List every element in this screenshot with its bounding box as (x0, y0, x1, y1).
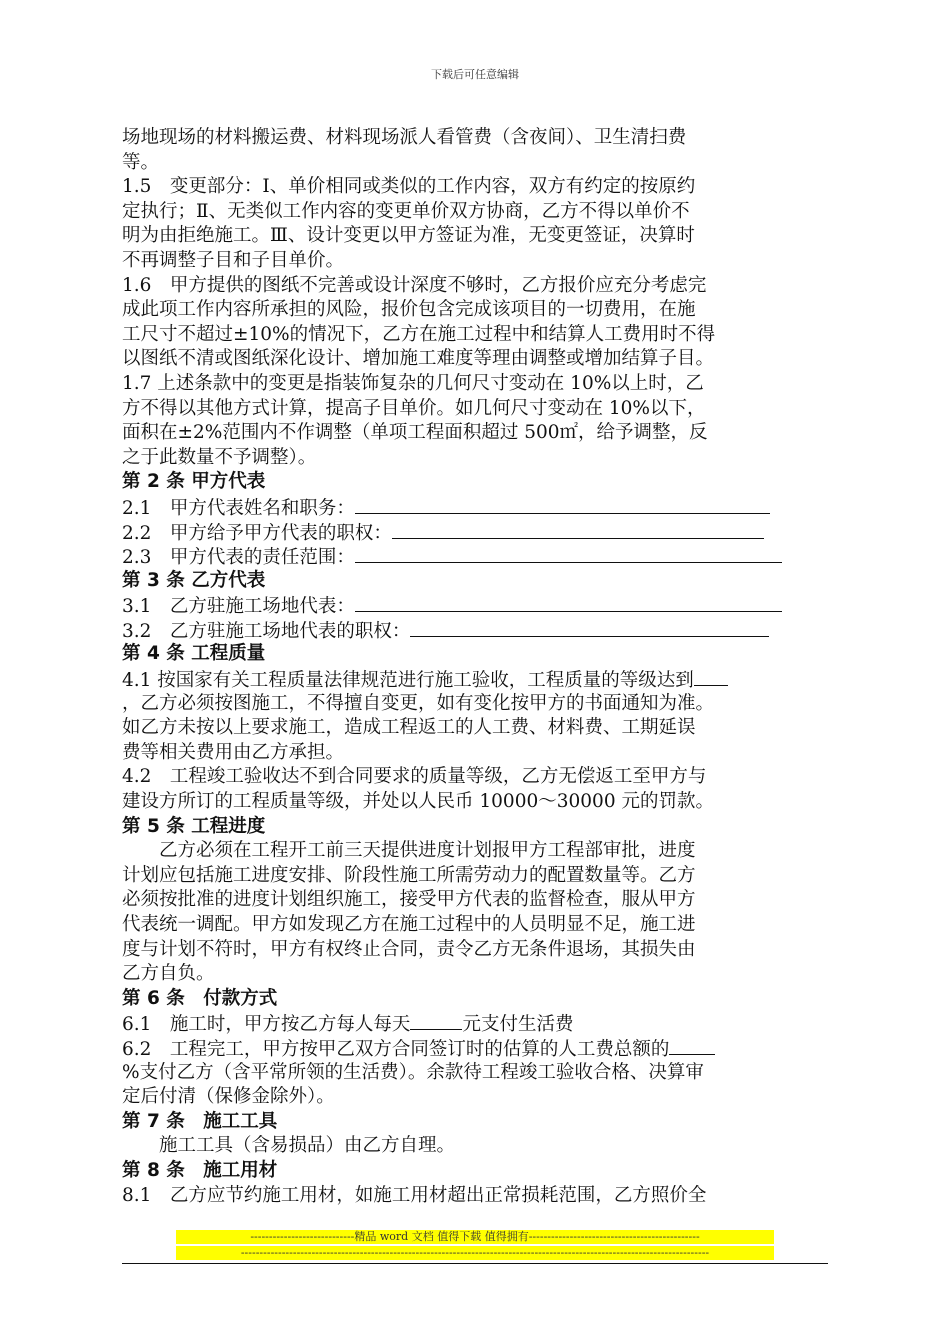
fill-in-blank (410, 618, 769, 637)
text-line (122, 790, 832, 815)
line-text: 等。 (122, 151, 160, 173)
section-heading (122, 815, 832, 840)
text-line (122, 888, 832, 913)
line-text: 3.1 乙方驻施工场地代表： (122, 596, 355, 618)
fill-in-blank (669, 1036, 715, 1055)
line-text: 4.1 按国家有关工程质量法律规范进行施工验收，工程质量的等级达到 (122, 670, 694, 692)
text-line (122, 692, 832, 717)
line-text: 3.2 乙方驻施工场地代表的职权： (122, 620, 411, 642)
text-line (122, 938, 832, 963)
text-line (122, 839, 832, 864)
text-line (122, 249, 832, 274)
line-text: 2.1 甲方代表姓名和职务： (122, 497, 355, 519)
fill-in-blank (355, 544, 782, 563)
text-line (122, 224, 832, 249)
line-text: 成此项工作内容所承担的风险，报价包含完成该项目的一切费用，在施 (122, 299, 696, 321)
footer-banner: ----------------------------精品 word 文档 值得下载 值得拥有---------------------------------------------- (176, 1230, 774, 1244)
line-text: 1.5 变更部分：Ⅰ、单价相同或类似的工作内容，双方有约定的按原约 (122, 176, 696, 198)
line-text: 定后付清（保修金除外）。 (122, 1086, 335, 1108)
line-text: 代表统一调配。甲方如发现乙方在施工过程中的人员明显不足，施工进 (122, 914, 696, 935)
section-heading (122, 642, 832, 667)
text-line (122, 913, 832, 938)
text-line (122, 274, 832, 299)
line-text: 2.2 甲方给予甲方代表的职权： (122, 522, 392, 544)
line-text: 工尺寸不超过±10%的情况下，乙方在施工过程中和结算人工费用时不得 (122, 323, 716, 345)
fill-in-blank (392, 520, 764, 539)
line-text: 计划应包括施工进度安排、阶段性施工所需劳动力的配置数量等。乙方 (122, 864, 696, 886)
section-heading (122, 470, 832, 495)
footer-rule (122, 1263, 828, 1264)
text-line (122, 372, 832, 397)
text-line (122, 397, 832, 422)
text-line (122, 1085, 832, 1110)
text-line (122, 126, 832, 151)
section-heading (122, 1110, 832, 1135)
line-text: 场地现场的材料搬运费、材料现场派人看管费（含夜间）、卫生清扫费 (122, 127, 687, 148)
footer-dashes: ------------------------------------------------------------------------------------------------------------------------------ (176, 1246, 774, 1260)
text-line (122, 495, 832, 520)
line-text: 如乙方未按以上要求施工，造成工程返工的人工费、材料费、工期延误 (122, 717, 696, 739)
fill-in-blank (694, 667, 728, 686)
text-line (122, 347, 832, 372)
line-text: 明为由拒绝施工。Ⅲ、设计变更以甲方签证为准，无变更签证，决算时 (122, 225, 695, 247)
text-line (122, 544, 832, 569)
section-heading (122, 987, 832, 1012)
text-line (122, 618, 832, 643)
line-text: 必须按批准的进度计划组织施工，接受甲方代表的监督检查，服从甲方 (122, 889, 696, 911)
line-text: 第 5 条 工程进度 (122, 815, 266, 837)
line-text: ，乙方必须按图施工，不得擅自变更，如有变化按甲方的书面通知为准。 (122, 692, 715, 714)
line-text: 6.1 施工时，甲方按乙方每人每天 (122, 1014, 411, 1036)
line-text: 方不得以其他方式计算，提高子目单价。如几何尺寸变动在 10%以下， (122, 397, 706, 419)
line-text: 第 8 条 施工用材 (122, 1159, 278, 1181)
line-text: 第 3 条 乙方代表 (122, 569, 266, 591)
fill-in-blank (355, 593, 782, 612)
text-line (122, 1061, 832, 1086)
text-line (122, 1184, 832, 1209)
text-line (122, 593, 832, 618)
line-text: 6.2 工程完工，甲方按甲乙双方合同签订时的估算的人工费总额的 (122, 1038, 670, 1060)
text-line (122, 716, 832, 741)
line-text: 之于此数量不予调整）。 (122, 446, 317, 468)
line-text: 第 2 条 甲方代表 (122, 471, 266, 493)
page-header: 下载后可任意编辑 (431, 68, 519, 81)
text-line (122, 741, 832, 766)
text-line (122, 421, 832, 446)
line-text: 建设方所订的工程质量等级，并处以人民币 10000～30000 元的罚款。 (122, 791, 714, 813)
text-line (122, 1011, 832, 1036)
line-text: 施工工具（含易损品）由乙方自理。 (159, 1135, 456, 1157)
text-line (122, 962, 832, 987)
line-text: 乙方自负。 (122, 963, 215, 985)
line-text: 第 6 条 付款方式 (122, 987, 278, 1009)
line-text: 费等相关费用由乙方承担。 (122, 741, 345, 763)
text-line (122, 200, 832, 225)
line-text: 4.2 工程竣工验收达不到合同要求的质量等级，乙方无偿返工至甲方与 (122, 766, 707, 788)
fill-in-blank (355, 495, 770, 514)
line-text: 乙方必须在工程开工前三天提供进度计划报甲方工程部审批，进度 (159, 840, 696, 862)
text-line (122, 1134, 832, 1159)
line-text: 8.1 乙方应节约施工用材，如施工用材超出正常损耗范围，乙方照价全 (122, 1184, 707, 1206)
fill-in-blank (410, 1011, 462, 1030)
text-line (122, 765, 832, 790)
section-heading (122, 1159, 832, 1184)
line-text: 以图纸不清或图纸深化设计、增加施工难度等理由调整或增加结算子目。 (122, 348, 715, 370)
line-text: 度与计划不符时，甲方有权终止合同，责令乙方无条件退场，其损失由 (122, 938, 696, 960)
document-body (122, 126, 832, 1208)
line-text: 定执行；Ⅱ、无类似工作内容的变更单价双方协商，乙方不得以单价不 (122, 200, 690, 222)
text-line (122, 298, 832, 323)
line-text: %支付乙方（含平常所领的生活费）。余款待工程竣工验收合格、决算审 (122, 1061, 704, 1083)
text-line (122, 1036, 832, 1061)
line-text: 1.7 上述条款中的变更是指装饰复杂的几何尺寸变动在 10%以上时，乙 (122, 372, 704, 394)
line-text-after: 元支付生活费 (462, 1014, 574, 1036)
line-text: 1.6 甲方提供的图纸不完善或设计深度不够时，乙方报价应充分考虑完 (122, 274, 707, 296)
text-line (122, 667, 832, 692)
text-line (122, 864, 832, 889)
line-text: 不再调整子目和子目单价。 (122, 249, 345, 271)
text-line (122, 175, 832, 200)
text-line (122, 151, 832, 176)
line-text: 第 7 条 施工工具 (122, 1110, 278, 1132)
line-text: 2.3 甲方代表的责任范围： (122, 547, 355, 569)
section-heading (122, 569, 832, 594)
text-line (122, 323, 832, 348)
line-text: 面积在±2%范围内不作调整（单项工程面积超过 500㎡，给予调整，反 (122, 422, 708, 444)
text-line (122, 446, 832, 471)
line-text: 第 4 条 工程质量 (122, 643, 266, 665)
text-line (122, 520, 832, 545)
